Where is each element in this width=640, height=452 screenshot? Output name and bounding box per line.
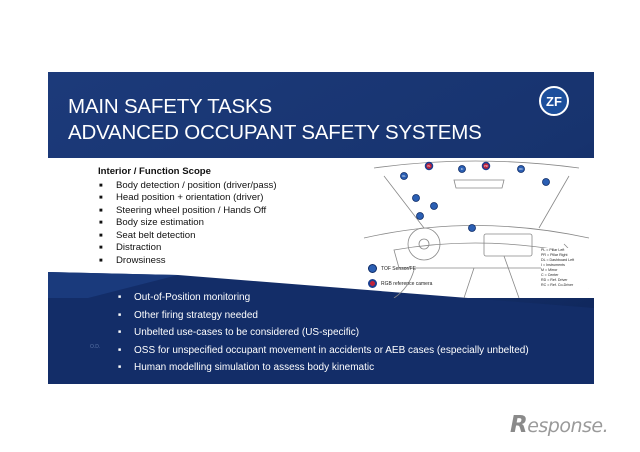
abbr-line: PL = Pillar Left — [541, 248, 565, 252]
rgb-dot-icon — [368, 279, 377, 288]
sensor-label: PR — [484, 165, 488, 168]
oss-item: ■ Unbelted use-cases to be considered (US-specific) — [118, 327, 529, 345]
title-line-2: ADVANCED OCCUPANT SAFETY SYSTEMS — [68, 121, 482, 144]
sensor-marker — [543, 179, 550, 186]
tof-dot-icon — [368, 264, 377, 273]
legend-tof — [368, 264, 432, 273]
scope-title: Interior / Function Scope — [98, 166, 211, 177]
abbr-line: I = Instruments — [541, 263, 565, 267]
oss-item: ■ Human modelling simulation to assess body kinematic — [118, 362, 529, 380]
abbreviation-box — [541, 248, 593, 288]
sensor-marker — [413, 195, 420, 202]
faint-label: O.D. — [90, 344, 101, 350]
response-watermark — [510, 412, 608, 438]
function-scope — [98, 166, 358, 267]
sensor-label: PL — [427, 165, 431, 168]
sensor-marker — [417, 213, 424, 220]
sensor-label: DL — [402, 175, 406, 178]
abbr-line: M = Mirror — [541, 268, 558, 272]
sensor-marker — [469, 225, 476, 232]
slide-title — [68, 94, 482, 146]
sensor-label: IC — [460, 168, 464, 171]
oss-item: ■ Other firing strategy needed — [118, 310, 529, 328]
oss-list — [118, 292, 529, 380]
scope-item: ■ Body size estimation — [98, 217, 358, 230]
scope-item: ■ Steering wheel position / Hands Off — [98, 205, 358, 218]
scope-item: ■ Drowsiness — [98, 255, 358, 268]
title-line-1: MAIN SAFETY TASKS — [68, 95, 272, 118]
abbr-line: DL = Dashboard Left — [541, 258, 575, 262]
legend-rgb-label: RGB reference camera — [381, 280, 433, 287]
scope-item: ■ Seat belt detection — [98, 230, 358, 243]
scope-item: ■ Head position + orientation (driver) — [98, 192, 358, 205]
sensor-legend — [368, 264, 432, 294]
scope-item: ■ Body detection / position (driver/pass) — [98, 180, 358, 193]
zf-logo: ZF — [539, 86, 569, 116]
watermark-text: esponse. — [527, 415, 609, 437]
legend-rgb — [368, 279, 432, 288]
oss-item: ■ Out-of-Position monitoring — [118, 292, 529, 310]
abbr-line: PR = Pillar Right — [541, 253, 568, 257]
watermark-r: R — [510, 412, 528, 438]
sensor-marker — [431, 203, 438, 210]
legend-tof-label: TOF Sensor/FE — [381, 265, 416, 272]
scope-item: ■ Distraction — [98, 242, 358, 255]
slide — [48, 72, 594, 384]
oss-item: ■ OSS for unspecified occupant movement in accidents or AEB cases (especially unbelted) — [118, 345, 529, 363]
sensor-markers — [401, 163, 550, 232]
abbr-line: RD = Ref. Driver — [541, 278, 568, 282]
abbr-line: C = Center — [541, 273, 559, 277]
scope-list — [98, 180, 358, 268]
abbr-line: RC = Ref. Co-Driver — [541, 283, 574, 287]
sensor-label: RC — [519, 168, 523, 171]
